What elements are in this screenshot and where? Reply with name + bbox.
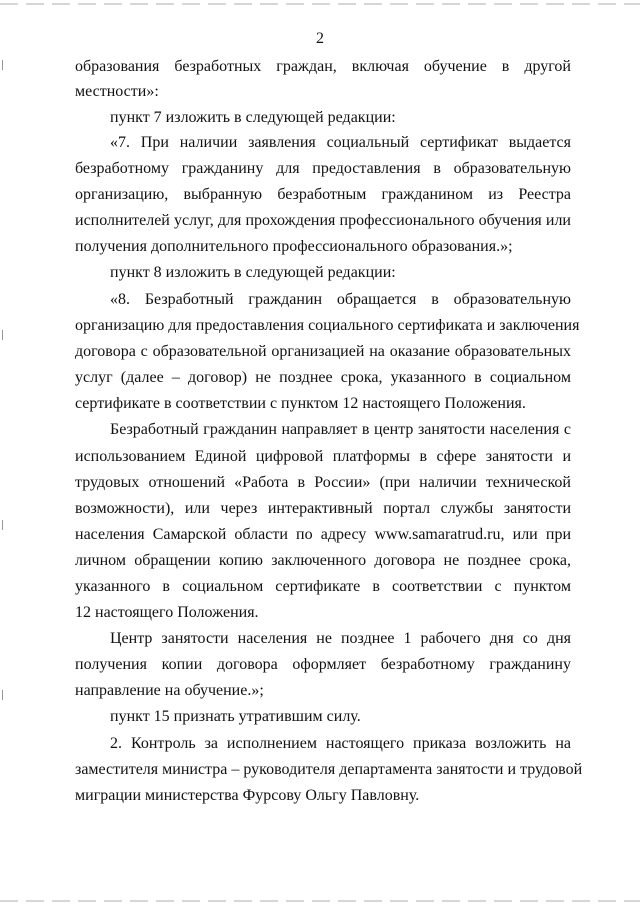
text-line: услуг (далее – договор) не позднее срока, указанного в социальном bbox=[75, 369, 571, 386]
text-line: указанного в социальном сертификате в соответствии с пунктом bbox=[75, 578, 571, 595]
text-line: заместителя министра – руководителя департамента занятости и трудовой bbox=[75, 761, 583, 778]
scan-top-edge bbox=[0, 3, 640, 5]
text-line: возможности), или через интерактивный портал службы занятости bbox=[75, 500, 571, 517]
text-line: организацию, выбранную безработным гражданином из Реестра bbox=[75, 186, 571, 203]
text-line: получения дополнительного профессионального образования.»; bbox=[75, 238, 513, 255]
text-line: договора с образовательной организацией на оказание образовательных bbox=[75, 343, 571, 360]
text-line: получения копии договора оформляет безработному гражданину bbox=[75, 656, 571, 673]
text-line: миграции министерства Фурсову Ольгу Павловну. bbox=[75, 787, 420, 804]
scan-margin-mark bbox=[2, 520, 3, 530]
text-line: местности»: bbox=[75, 83, 159, 100]
text-line: 12 настоящего Положения. bbox=[75, 604, 259, 621]
text-line: пункт 7 изложить в следующей редакции: bbox=[110, 109, 396, 126]
text-line: «8. Безработный гражданин обращается в образовательную bbox=[110, 291, 571, 308]
scan-margin-mark bbox=[2, 330, 3, 340]
text-line: исполнителей услуг, для прохождения профессионального обучения или bbox=[75, 212, 571, 229]
text-line: личном обращении копию заключенного договора не позднее срока, bbox=[75, 552, 571, 569]
text-line: 2. Контроль за исполнением настоящего приказа возложить на bbox=[110, 735, 571, 752]
text-line: пункт 8 изложить в следующей редакции: bbox=[110, 264, 396, 281]
scan-margin-mark bbox=[2, 690, 3, 700]
text-line: населения Самарской области по адресу www.samaratrud.ru, или при bbox=[75, 526, 571, 543]
scan-bottom-edge bbox=[0, 900, 640, 902]
text-line: «7. При наличии заявления социальный сертификат выдается bbox=[110, 134, 571, 151]
text-line: трудовых отношений «Работа в России» (при наличии технической bbox=[75, 474, 571, 491]
text-line: организацию для предоставления социального сертификата и заключения bbox=[75, 317, 580, 334]
text-line: направление на обучение.»; bbox=[75, 682, 264, 699]
text-line: Центр занятости населения не позднее 1 рабочего дня со дня bbox=[110, 630, 571, 647]
text-line: Безработный гражданин направляет в центр занятости населения с bbox=[110, 421, 571, 438]
text-line: пункт 15 признать утратившим силу. bbox=[110, 708, 361, 725]
text-line: сертификате в соответствии с пунктом 12 настоящего Положения. bbox=[75, 395, 526, 412]
text-line: образования безработных граждан, включая обучение в другой bbox=[75, 58, 571, 75]
text-line: использованием Единой цифровой платформы в сфере занятости и bbox=[75, 448, 571, 465]
scan-margin-mark bbox=[2, 60, 3, 70]
text-line: безработному гражданину для предоставления в образовательную bbox=[75, 160, 571, 177]
page-number: 2 bbox=[316, 30, 324, 47]
